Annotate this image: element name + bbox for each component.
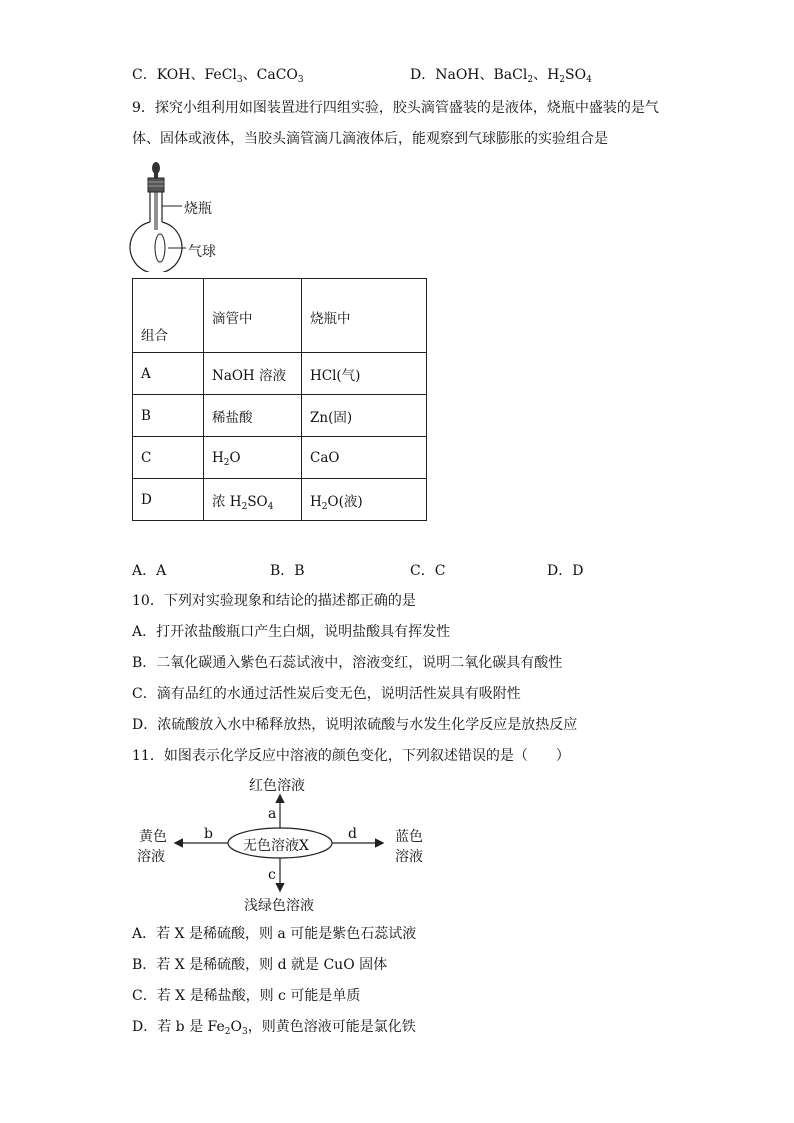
q10-option-a: A．打开浓盐酸瓶口产生白烟，说明盐酸具有挥发性 [132, 624, 451, 640]
q11-option-a: A．若 X 是稀硫酸，则 a 可能是紫色石蕊试液 [132, 926, 417, 942]
q9-stem-line2: 体、固体或液体，当胶头滴管滴几滴液体后，能观察到气球膨胀的实验组合是 [132, 131, 608, 147]
q9-stem-line1: 9．探究小组利用如图装置进行四组实验，胶头滴管盛装的是液体，烧瓶中盛装的是气 [132, 100, 659, 116]
flask-apparatus-figure [126, 160, 236, 272]
table-header-group: 组合 [133, 279, 204, 353]
q9-option-a: A．A [132, 563, 167, 579]
table-row: C $H_2O$ CaO [133, 437, 427, 479]
table-row: B 稀盐酸 Zn(固) [133, 395, 427, 437]
diagram-right-label-1: 蓝色 [395, 829, 423, 845]
diagram-d-label: d [348, 826, 357, 842]
balloon-label: 气球 [188, 244, 216, 260]
q11-option-b: B．若 X 是稀硫酸，则 d 就是 CuO 固体 [132, 957, 388, 973]
q10-option-c: C．滴有品红的水通过活性炭后变无色，说明活性炭具有吸附性 [132, 686, 521, 702]
q11-option-c: C．若 X 是稀盐酸，则 c 可能是单质 [132, 988, 361, 1004]
table-row: D 浓 $H_2SO_4$ $H_2O$(液) [133, 479, 427, 521]
q9-option-b: B．B [270, 563, 305, 579]
q9-table [132, 278, 427, 521]
diagram-top-label: 红色溶液 [249, 778, 305, 794]
flask-body [130, 222, 182, 272]
diagram-left-label-2: 溶液 [137, 849, 165, 865]
balloon [155, 234, 165, 262]
diagram-left-label-1: 黄色 [139, 829, 167, 845]
table-row: A NaOH 溶液 HCl(气) [133, 353, 427, 395]
q9-option-c: C．C [410, 563, 446, 579]
diagram-a-label: a [268, 806, 277, 822]
q10-stem: 10．下列对实验现象和结论的描述都正确的是 [132, 593, 416, 609]
q8-option-c: C．KOH、FeCl$_3$、CaCO$_3$ [132, 67, 304, 85]
flask-label: 烧瓶 [184, 201, 212, 217]
q10-option-b: B．二氧化碳通入紫色石蕊试液中，溶液变红，说明二氧化碳具有酸性 [132, 655, 563, 671]
q11-stem: 11．如图表示化学反应中溶液的颜色变化，下列叙述错误的是（ ） [132, 748, 570, 764]
diagram-center-label: 无色溶液X [243, 838, 309, 854]
q9-option-d: D．D [547, 563, 584, 579]
stopper [148, 178, 164, 192]
q8-option-d: D．NaOH、BaCl$_2$、$H_2SO_4$ [410, 67, 592, 85]
q10-option-d: D．浓硫酸放入水中稀释放热，说明浓硫酸与水发生化学反应是放热反应 [132, 717, 578, 733]
table-header-dropper: 滴管中 [204, 279, 302, 353]
diagram-b-label: b [204, 826, 213, 842]
diagram-c-label: c [268, 867, 276, 883]
table-header-flask: 烧瓶中 [302, 279, 427, 353]
diagram-right-label-2: 溶液 [395, 849, 423, 865]
diagram-bottom-label: 浅绿色溶液 [244, 898, 314, 914]
q11-option-d: D．若 b 是 $Fe_2O_3$，则黄色溶液可能是氯化铁 [132, 1019, 416, 1037]
